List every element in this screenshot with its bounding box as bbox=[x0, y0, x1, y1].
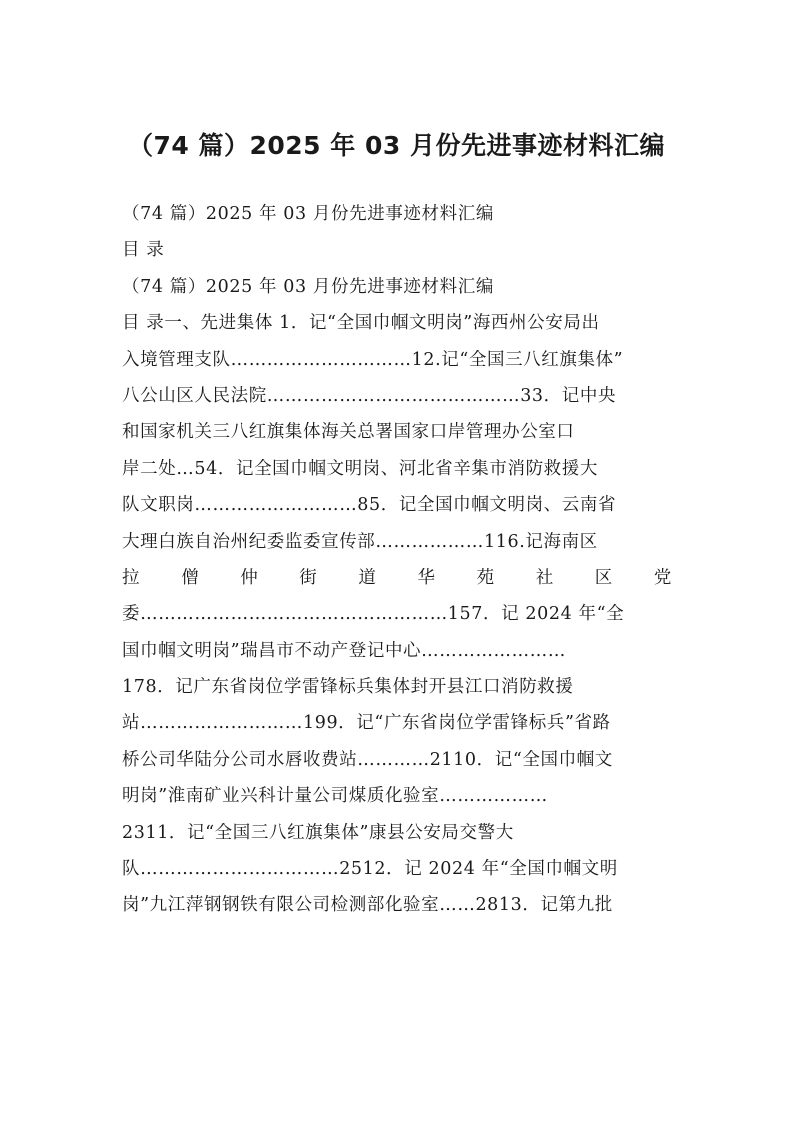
subtitle-line: （74 篇）2025 年 03 月份先进事迹材料汇编 bbox=[122, 276, 494, 297]
toc-line: 拉 僧 仲 街 道 华 苑 社 区 党 bbox=[122, 567, 672, 588]
toc-line: 站………………………199．记“广东省岗位学雷锋标兵”省路 bbox=[122, 713, 611, 734]
toc-line: 岸二处…54．记全国巾帼文明岗、河北省辛集市消防救援大 bbox=[122, 458, 598, 479]
toc-line: 明岗”淮南矿业兴科计量公司煤质化验室……………… bbox=[122, 786, 548, 807]
toc-line: 岗”九江萍钢钢铁有限公司检测部化验室……2813．记第九批 bbox=[122, 895, 613, 916]
toc-line: 大理白族自治州纪委监委宣传部………………116.记海南区 bbox=[122, 531, 598, 552]
toc-line: 目 录一、先进集体 1．记“全国巾帼文明岗”海西州公安局出 bbox=[122, 313, 600, 334]
toc-heading: 目 录 bbox=[122, 240, 165, 261]
toc-line: 队……………………………2512．记 2024 年“全国巾帼文明 bbox=[122, 859, 618, 880]
toc-line: 队文职岗………………………85．记全国巾帼文明岗、云南省 bbox=[122, 495, 617, 516]
toc-line: 桥公司华陆分公司水唇收费站…………2110．记“全国巾帼文 bbox=[122, 749, 613, 770]
toc-line: 178．记广东省岗位学雷锋标兵集体封开县江口消防救援 bbox=[122, 677, 574, 698]
toc-line: 国巾帼文明岗”瑞昌市不动产登记中心…………………… bbox=[122, 640, 566, 661]
toc-line: 入境管理支队…………………………12.记“全国三八红旗集体” bbox=[122, 349, 624, 370]
toc-line: 委……………………………………………157．记 2024 年“全 bbox=[122, 604, 625, 625]
toc-line: 八公山区人民法院……………………………………33．记中央 bbox=[122, 385, 617, 406]
toc-line: 和国家机关三八红旗集体海关总署国家口岸管理办公室口 bbox=[122, 422, 575, 443]
toc-line: 2311．记“全国三八红旗集体”康县公安局交警大 bbox=[122, 822, 514, 843]
document-title: （74 篇）2025 年 03 月份先进事迹材料汇编 bbox=[128, 131, 665, 160]
subtitle-line: （74 篇）2025 年 03 月份先进事迹材料汇编 bbox=[122, 204, 494, 224]
document-body bbox=[122, 196, 672, 924]
